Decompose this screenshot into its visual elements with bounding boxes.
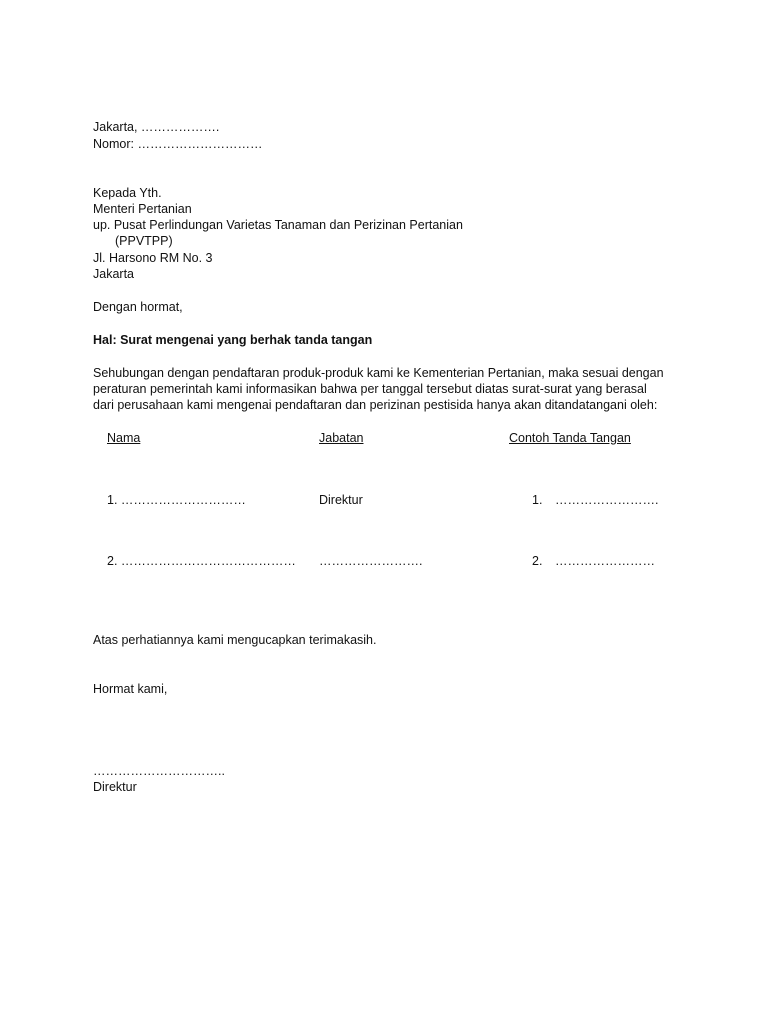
subject-line: Hal: Surat mengenai yang berhak tanda tangan bbox=[93, 333, 373, 347]
header-nama: Nama bbox=[107, 431, 141, 445]
signature-dots: ………………………….. bbox=[93, 764, 225, 778]
row-2-sig-number: 2. bbox=[532, 554, 543, 568]
letter-number: Nomor: ………………………… bbox=[93, 137, 263, 151]
recipient-line-3: up. Pusat Perlindungan Varietas Tanaman dan Perizinan Pertanian bbox=[93, 218, 463, 232]
greeting: Dengan hormat, bbox=[93, 300, 183, 314]
header-jabatan: Jabatan bbox=[319, 431, 364, 445]
place-date: Jakarta, ………………. bbox=[93, 120, 220, 134]
row-2-signature: …………………… bbox=[555, 554, 655, 568]
row-2-name: 2. …………………………………… bbox=[107, 554, 296, 568]
row-2-position: ……………………. bbox=[319, 554, 423, 568]
closing-sentence: Atas perhatiannya kami mengucapkan terimakasih. bbox=[93, 633, 377, 647]
header-contoh-tanda-tangan: Contoh Tanda Tangan bbox=[509, 431, 631, 445]
row-1-name: 1. ………………………… bbox=[107, 493, 246, 507]
row-1-sig-number: 1. bbox=[532, 493, 543, 507]
recipient-line-1: Kepada Yth. bbox=[93, 186, 162, 200]
recipient-line-2: Menteri Pertanian bbox=[93, 202, 192, 216]
row-1-position: Direktur bbox=[319, 493, 363, 507]
recipient-line-4: (PPVTPP) bbox=[115, 234, 173, 248]
regards: Hormat kami, bbox=[93, 682, 168, 696]
recipient-city: Jakarta bbox=[93, 267, 134, 281]
row-1-signature: ……………………. bbox=[555, 493, 659, 507]
body-line-2: peraturan pemerintah kami informasikan bahwa per tanggal tersebut diatas surat-surat yang berasal bbox=[93, 382, 647, 396]
body-line-1: Sehubungan dengan pendaftaran produk-produk kami ke Kementerian Pertanian, maka sesuai dengan bbox=[93, 366, 664, 380]
signature-title: Direktur bbox=[93, 780, 137, 794]
body-line-3: dari perusahaan kami mengenai pendaftaran dan perizinan pestisida hanya akan ditandatangani oleh: bbox=[93, 398, 658, 412]
recipient-address: Jl. Harsono RM No. 3 bbox=[93, 251, 213, 265]
